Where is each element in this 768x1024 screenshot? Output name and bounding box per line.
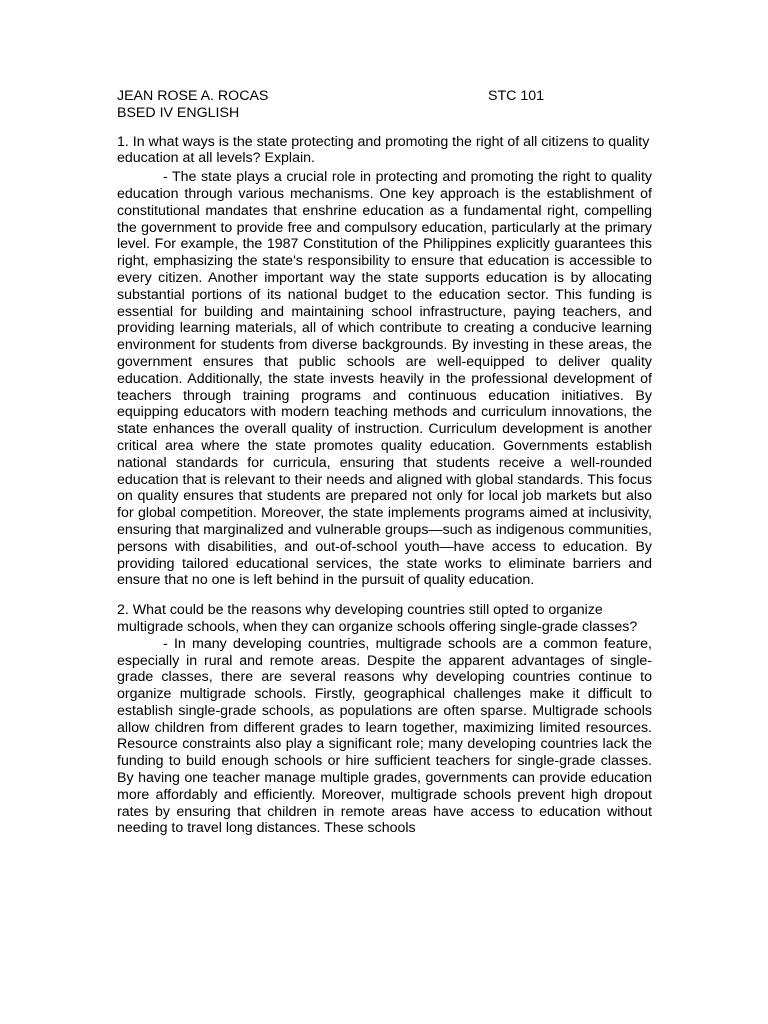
course-code: STC 101: [488, 88, 544, 104]
program-name: BSED IV ENGLISH: [117, 104, 240, 121]
answer-1: - The state plays a crucial role in protecting and promoting the right to quality education through various mechanisms. One key approach is the establishment of constitutional mandates that enshrine education as a fundamental right, compelling the government to provide free and compulsory education, particularly at the primary level. For example, the 1987 Constitution of the Philippines explicitly guarantees this right, emphasizing the state's responsibility to ensure that education is accessible to every citizen. Another important way the state supports education is by allocating substantial portions of its national budget to the education sector. This funding is essential for building and maintaining school infrastructure, paying teachers, and providing learning materials, all of which contribute to creating a conducive learning environment for students from diverse backgrounds. By investing in these areas, the government ensures that public schools are well-equipped to deliver quality education. Additionally, the state invests heavily in the professional development of teachers through training programs and continuous education initiatives. By equipping educators with modern teaching methods and curriculum innovations, the state enhances the overall quality of instruction. Curriculum development is another critical area where the state promotes quality education. Governments establish national standards for curricula, ensuring that students receive a well-rounded education that is relevant to their needs and aligned with global standards. This focus on quality ensures that students are prepared not only for local job markets but also for global competition. Moreover, the state implements programs aimed at inclusivity, ensuring that marginalized and vulnerable groups—such as indigenous communities, persons with disabilities, and out-of-school youth—have access to education. By providing tailored educational services, the state works to eliminate barriers and ensure that no one is left behind in the pursuit of quality education.: [117, 169, 652, 589]
header-row: [117, 88, 652, 105]
document-content: [117, 88, 652, 837]
answer-2: - In many developing countries, multigrade schools are a common feature, especially in rural and remote areas. Despite the apparent advantages of single-grade classes, there are several reasons why developing countries continue to organize multigrade schools. Firstly, geographical challenges make it difficult to establish single-grade schools, as populations are often sparse. Multigrade schools allow children from different grades to learn together, maximizing limited resources. Resource constraints also play a significant role; many developing countries lack the funding to build enough schools or hire sufficient teachers for single-grade classes. By having one teacher manage multiple grades, governments can provide education more affordably and efficiently. Moreover, multigrade schools prevent high dropout rates by ensuring that children in remote areas have access to education without needing to travel long distances. These schools: [117, 635, 652, 837]
question-1: 1. In what ways is the state protecting and promoting the right of all citizens to quality education at all levels? Explain.: [117, 133, 650, 167]
question-2: 2. What could be the reasons why developing countries still opted to organize multigrade schools, when they can organize schools offering single-grade classes?: [117, 602, 638, 635]
student-name: JEAN ROSE A. ROCAS: [117, 88, 269, 104]
